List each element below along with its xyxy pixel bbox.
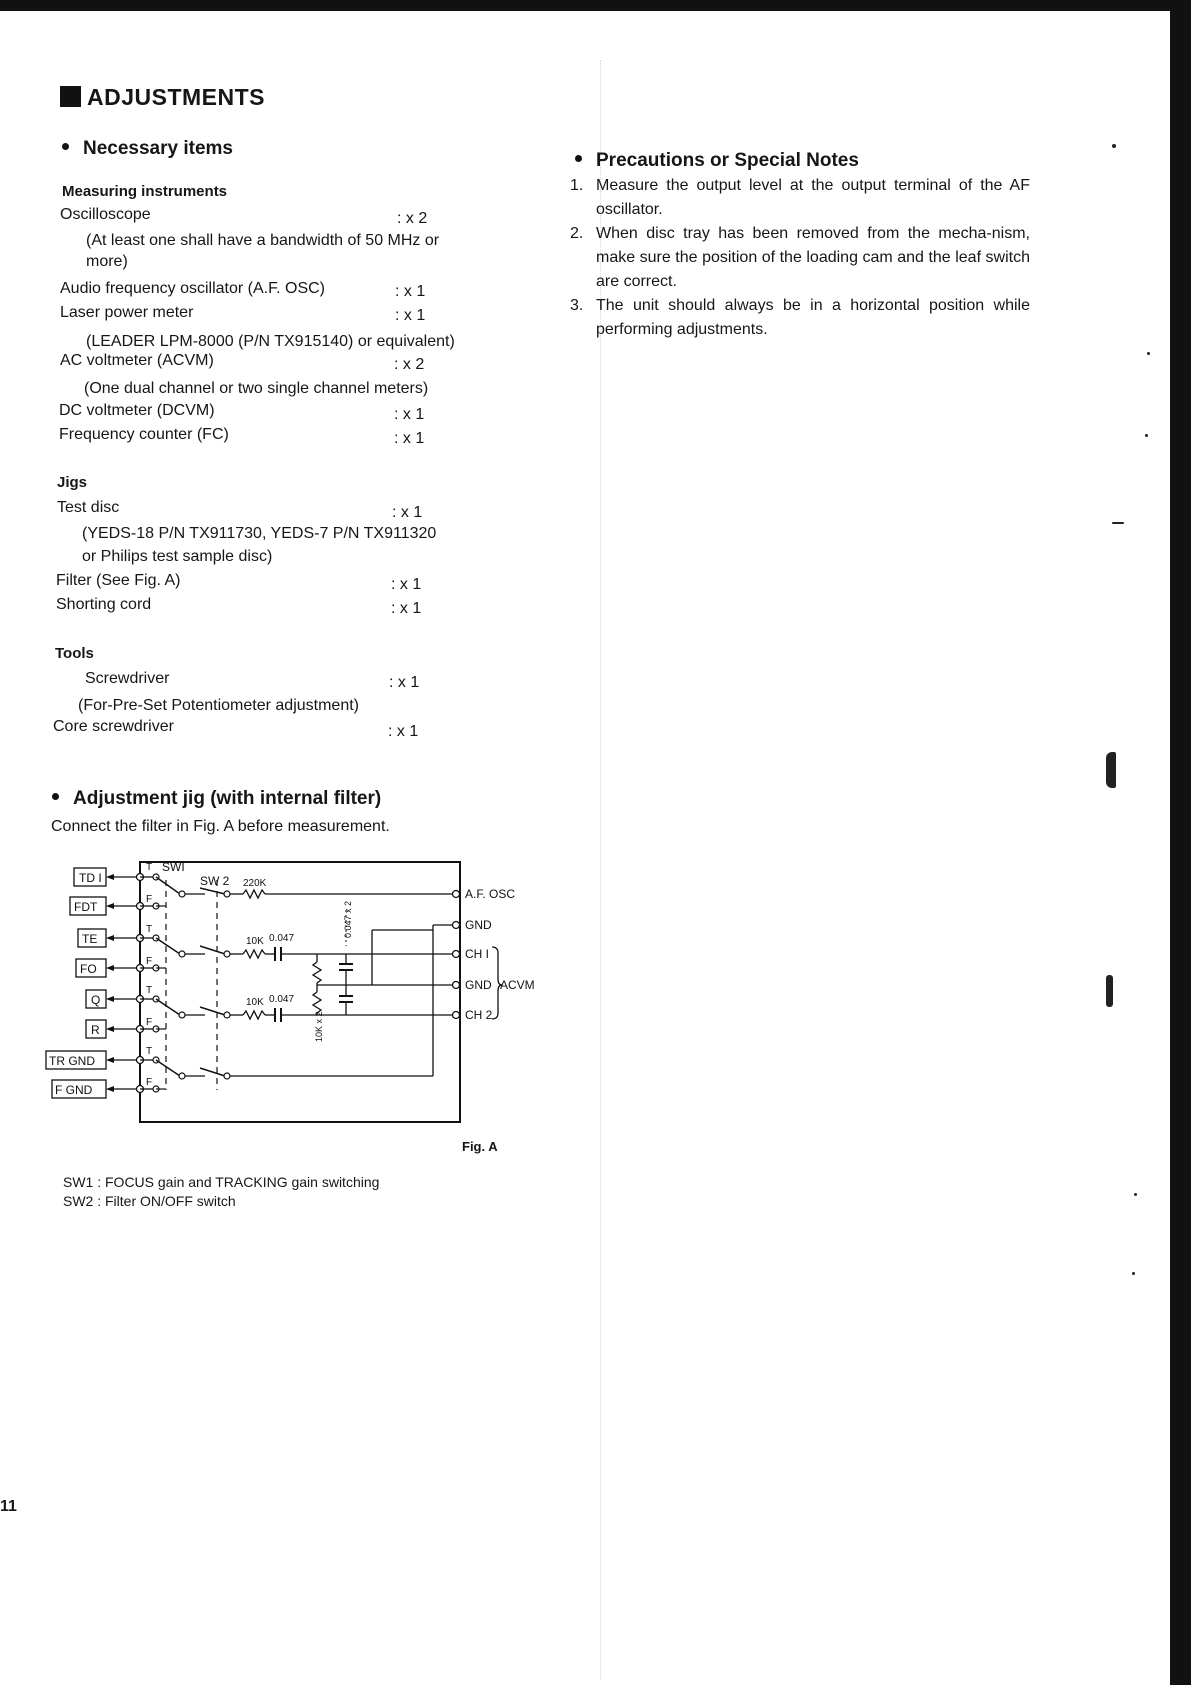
scan-speck: [1145, 434, 1148, 437]
test-disc-note-1: (YEDS-18 P/N TX911730, YEDS-7 P/N TX911320: [82, 525, 437, 542]
svg-text:F: F: [146, 956, 153, 967]
svg-text:T: T: [146, 985, 153, 996]
oscilloscope-note-1: (At least one shall have a bandwidth of 50 MHz or: [86, 232, 440, 249]
laser-power-meter-qty: : x 1: [395, 307, 426, 324]
svg-text:F: F: [146, 1017, 153, 1028]
svg-text:T: T: [146, 924, 153, 935]
dcvm-label: DC voltmeter (DCVM): [59, 402, 215, 419]
precautions-list: [570, 174, 1030, 342]
right-border: [1170, 11, 1191, 1685]
frequency-counter-qty: : x 1: [394, 430, 425, 447]
top-border: [0, 0, 1191, 11]
filter-qty: : x 1: [391, 576, 422, 593]
scan-speck: [1106, 752, 1116, 788]
svg-text:T: T: [146, 1046, 153, 1057]
page-title: ADJUSTMENTS: [60, 84, 265, 111]
oscilloscope-label: Oscilloscope: [60, 206, 151, 223]
acvm-label: ACVM: [500, 978, 535, 992]
svg-text:0.047: 0.047: [269, 933, 295, 944]
scan-speck: [1112, 522, 1124, 524]
adjustment-jig-heading: Adjustment jig (with internal filter): [52, 788, 381, 810]
output-label-af-osc: A.F. OSC: [465, 887, 516, 901]
svg-text:T: T: [146, 862, 153, 873]
frequency-counter-label: Frequency counter (FC): [59, 426, 229, 443]
jigs-heading: Jigs: [57, 474, 88, 491]
jig-instruction: Connect the filter in Fig. A before measurement.: [51, 818, 390, 835]
filter-label: Filter (See Fig. A): [56, 572, 181, 589]
test-disc-note-2: or Philips test sample disc): [82, 548, 273, 565]
svg-text:10K: 10K: [246, 997, 264, 1008]
sw2-note: SW2 : Filter ON/OFF switch: [63, 1193, 236, 1209]
input-label-fo: FO: [80, 962, 97, 976]
input-label-tdi: TD I: [79, 871, 102, 885]
scan-speck: [1147, 352, 1150, 355]
acvm-note: (One dual channel or two single channel meters): [84, 380, 429, 397]
screwdriver-label: Screwdriver: [85, 670, 170, 687]
input-label-f-gnd: F GND: [55, 1083, 93, 1097]
input-label-q: Q: [91, 993, 101, 1007]
sw1-note: SW1 : FOCUS gain and TRACKING gain switching: [63, 1174, 380, 1190]
laser-power-meter-note: (LEADER LPM-8000 (P/N TX915140) or equivalent): [86, 333, 455, 350]
oscilloscope-note-2: more): [86, 253, 128, 270]
dcvm-qty: : x 1: [394, 406, 425, 423]
necessary-items-heading: Necessary items: [62, 138, 233, 160]
oscilloscope-qty: : x 2: [397, 210, 428, 227]
screwdriver-note: (For-Pre-Set Potentiometer adjustment): [78, 697, 359, 714]
af-osc-qty: : x 1: [395, 283, 426, 300]
precaution-item: 3. The unit should always be in a horizontal position while performing adjustments.: [570, 297, 1030, 338]
laser-power-meter-label: Laser power meter: [60, 304, 194, 321]
scan-speck: [1106, 975, 1113, 1007]
precaution-item: 1. Measure the output level at the output terminal of the AF oscillator.: [570, 177, 1030, 218]
r10kx2-label: 10K x 2: [314, 1011, 324, 1042]
c0047x2-label: 0.047 x 2: [343, 900, 353, 938]
bullet-icon: [575, 155, 582, 162]
r220k-label: 220K: [243, 878, 267, 889]
scan-speck: [1134, 1193, 1137, 1196]
title-square-icon: [60, 86, 81, 107]
measuring-instruments-heading: Measuring instruments: [62, 183, 228, 200]
precautions-heading: Precautions or Special Notes: [575, 150, 859, 172]
scan-speck: [1132, 1272, 1135, 1275]
bullet-icon: [62, 143, 69, 150]
af-osc-label: Audio frequency oscillator (A.F. OSC): [60, 280, 325, 297]
scan-speck: [1112, 144, 1116, 148]
svg-text:F: F: [146, 1077, 153, 1088]
sw1-label: SWI: [162, 860, 185, 874]
output-label-ch2: CH 2: [465, 1008, 493, 1022]
test-disc-qty: : x 1: [392, 504, 423, 521]
jig-enclosure: [140, 862, 460, 1122]
figure-label: Fig. A: [462, 1139, 498, 1154]
bullet-icon: [52, 793, 59, 800]
test-disc-label: Test disc: [57, 499, 120, 516]
core-screwdriver-label: Core screwdriver: [53, 718, 174, 735]
core-screwdriver-qty: : x 1: [388, 723, 419, 740]
input-label-tr-gnd: TR GND: [49, 1054, 95, 1068]
svg-text:F: F: [146, 894, 153, 905]
output-label-ch1: CH I: [465, 947, 489, 961]
precaution-item: 2. When disc tray has been removed from the mecha-nism, make sure the position of the loading cam and the leaf switch are correct.: [570, 225, 1030, 290]
filter-circuit-diagram: [40, 850, 535, 1140]
svg-text:10K: 10K: [246, 936, 264, 947]
shorting-cord-qty: : x 1: [391, 600, 422, 617]
page-number: 11: [0, 1498, 17, 1515]
acvm-label: AC voltmeter (ACVM): [60, 352, 214, 369]
tools-heading: Tools: [55, 645, 94, 662]
screwdriver-qty: : x 1: [389, 674, 420, 691]
output-label-gnd-1: GND: [465, 918, 492, 932]
input-label-r: R: [91, 1023, 100, 1037]
shorting-cord-label: Shorting cord: [56, 596, 152, 613]
input-label-te: TE: [82, 932, 98, 946]
acvm-qty: : x 2: [394, 356, 425, 373]
sw2-label: SW 2: [200, 874, 230, 888]
output-label-gnd-2: GND: [465, 978, 492, 992]
svg-text:0.047: 0.047: [269, 994, 295, 1005]
input-label-fdt: FDT: [74, 900, 98, 914]
